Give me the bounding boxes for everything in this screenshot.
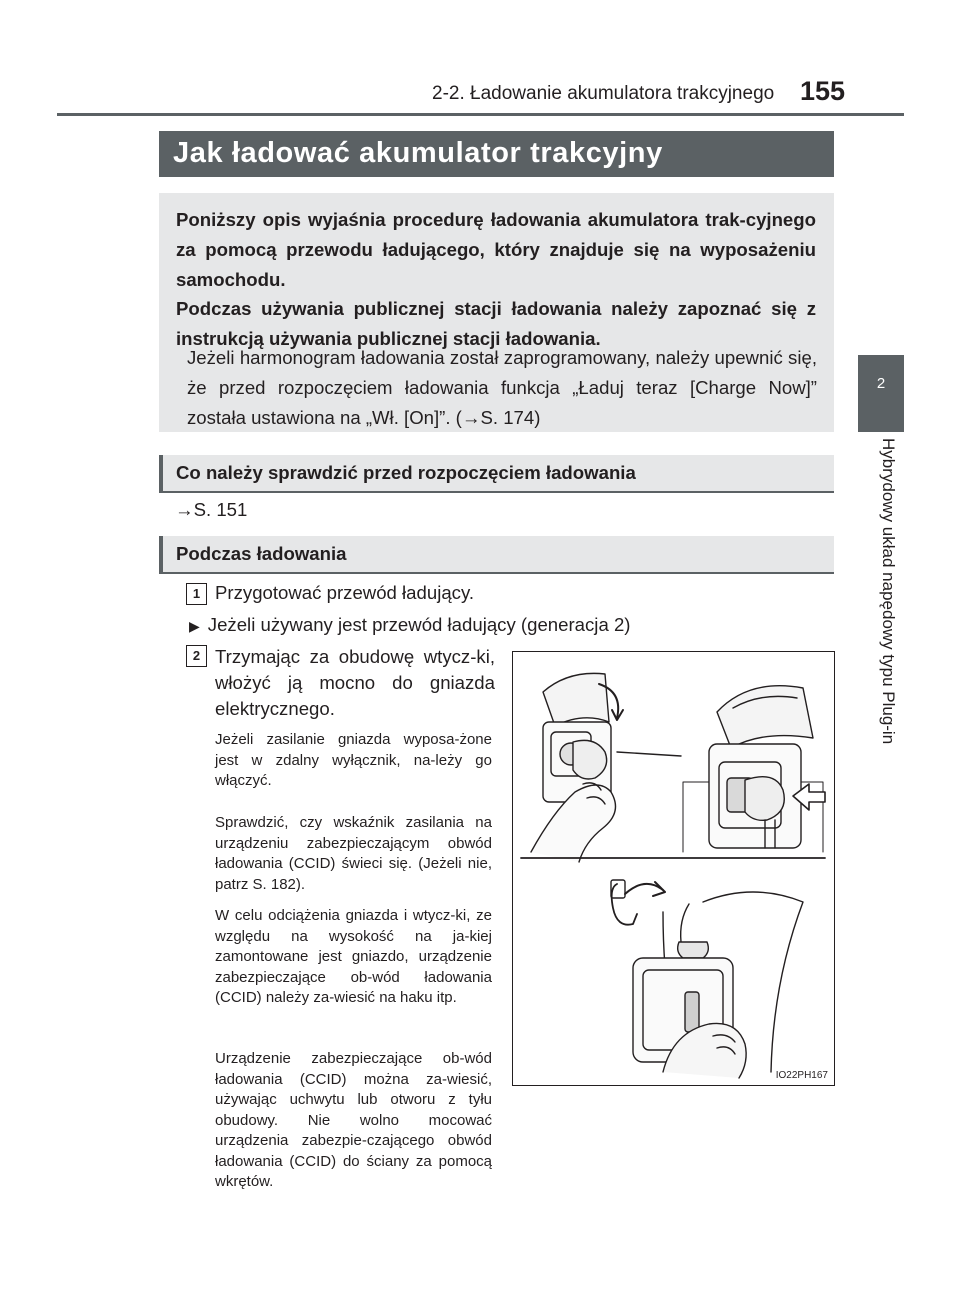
triangle-bullet-icon: ▶ [189,618,200,634]
page-number: 155 [800,76,846,106]
chapter-number: 2 [876,375,886,392]
figure-code: IO22PH167 [775,1070,828,1081]
plug-illustration-drawing [513,652,834,1085]
section-heading-charging [159,536,834,574]
chapter-tab [858,355,904,432]
page-title: Jak ładować akumulator trakcyjny [173,137,663,169]
running-header-section: 2-2. Ładowanie akumulatora trakcyjnego [432,83,775,104]
intro-note: Jeżeli harmonogram ładowania został zaprogramowany, należy upewnić się, że przed rozpoczęciem ładowania funkcja „Ładuj teraz [Charge Now]” została ustawiona na „Wł. [On]”. (→S. 174) [187,347,817,428]
section-heading-check-text: Co należy sprawdzić przed rozpoczęciem ładowania [176,462,636,483]
plug-illustration [512,651,835,1086]
sub-bullet-text: Jeżeli używany jest przewód ładujący (generacja 2) [207,614,631,635]
page-title-bar [159,131,834,177]
header-rule [57,113,904,116]
note-ccid-indicator: Sprawdzić, czy wskaźnik zasilania na urządzeniu zabezpieczającym obwód ładowania (CCID) świeci się. (Jeżeli nie, patrz S. 182). [215,814,492,893]
section-heading-charging-text: Podczas ładowania [176,543,347,564]
step-number-2: 2 [186,645,207,667]
step-text-2: Trzymając za obudowę wtycz-ki, włożyć ją mocno do gniazda elektrycznego. [215,646,495,719]
intro-paragraph-2: Podczas używania publicznej stacji ładowania należy zapoznać się z instrukcją używania publicznej stacji ładowania. [176,298,816,349]
note-remote-switch: Jeżeli zasilanie gniazda wyposa-żone jest w zdalny wyłącznik, na-leży go włączyć. [215,731,492,789]
note-mount-ccid: Urządzenie zabezpieczające ob-wód ładowania (CCID) można za-wiesić, używając uchwytu lub otworu z tyłu obudowy. Nie wolno mocować urządzenia zabezpie-czającego obwód ładowania (CCID) do ściany za pomocą wkrętów. [215,1050,492,1190]
step-number-1: 1 [186,583,207,605]
page-reference: →S. 151 [175,499,248,520]
sub-bullet-cable-gen2 [189,614,630,636]
chapter-title-vertical: Hybrydowy układ napędowy typu Plug-in [879,438,898,745]
section-heading-check [159,455,834,493]
intro-box [159,193,834,432]
note-hang-ccid: W celu odciążenia gniazda i wtycz-ki, ze względu na wysokość na ja-kiej zamontowane jest gniazdo, urządzenie zabezpieczające ob-wód ładowania (CCID) należy za-wiesić na haku itp. [215,907,492,1006]
intro-paragraph-1: Poniższy opis wyjaśnia procedurę ładowania akumulatora trak-cyjnego za pomocą przewodu ładującego, który znajduje się na wyposażeniu samochodu. [176,209,816,290]
step-text-1: Przygotować przewód ładujący. [215,582,475,603]
